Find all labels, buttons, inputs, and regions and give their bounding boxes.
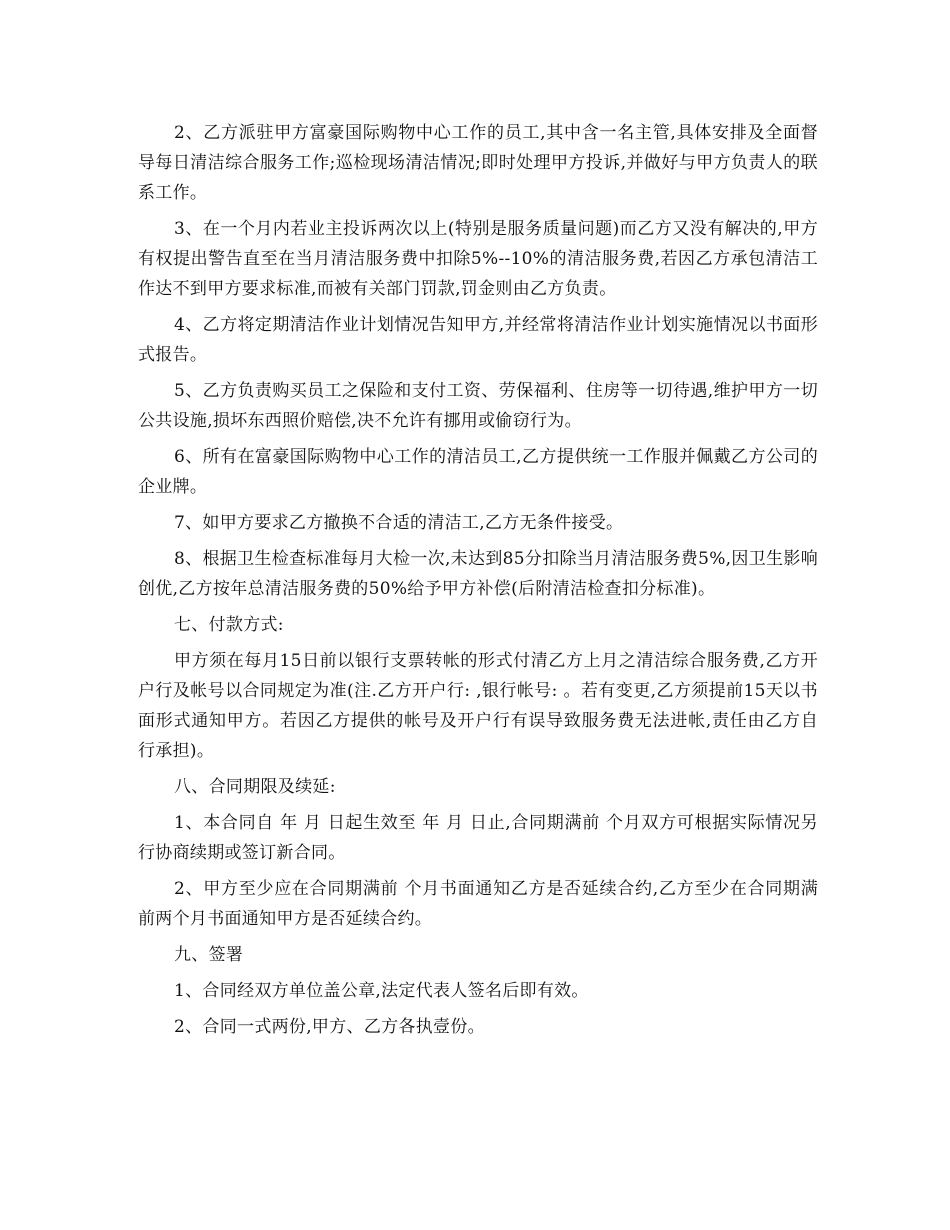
document-body [138, 118, 818, 1048]
clause-4-plan-report: 4、乙方将定期清洁作业计划情况告知甲方,并经常将清洁作业计划实施情况以书面形式报告。 [138, 315, 818, 365]
section-heading-payment: 七、付款方式: [174, 615, 284, 635]
clause-6-uniform: 6、所有在富豪国际购物中心工作的清洁员工,乙方提供统一工作服并佩戴乙方公司的企业牌。 [138, 447, 818, 497]
section-heading-signing: 九、签署 [174, 945, 244, 965]
clause-3-complaints: 3、在一个月内若业主投诉两次以上(特别是服务质量问题)而乙方又没有解决的,甲方有权提出警告直至在当月清洁服务费中扣除5%--10%的清洁服务费,若因乙方承包清洁工作达不到甲方要求标准,而被有关部门罚款,罚金则由乙方负责。 [138, 219, 818, 299]
term-clause-2: 2、甲方至少应在合同期满前 个月书面通知乙方是否延续合约,乙方至少在合同期满前两个月书面通知甲方是否延续合约。 [138, 879, 818, 929]
clause-2-staff: 2、乙方派驻甲方富豪国际购物中心工作的员工,其中含一名主管,具体安排及全面督导每日清洁综合服务工作;巡检现场清洁情况;即时处理甲方投诉,并做好与甲方负责人的联系工作。 [138, 123, 818, 203]
section-heading-term: 八、合同期限及续延: [174, 777, 336, 797]
clause-8-inspection: 8、根据卫生检查标准每月大检一次,未达到85分扣除当月清洁服务费5%,因卫生影响创优,乙方按年总清洁服务费的50%给予甲方补偿(后附清洁检查扣分标准)。 [138, 549, 818, 599]
signing-clause-1: 1、合同经双方单位盖公章,法定代表人签名后即有效。 [174, 981, 589, 1001]
clause-5-insurance: 5、乙方负责购买员工之保险和支付工资、劳保福利、住房等一切待遇,维护甲方一切公共设施,损坏东西照价赔偿,决不允许有挪用或偷窃行为。 [138, 381, 818, 431]
payment-terms: 甲方须在每月15日前以银行支票转帐的形式付清乙方上月之清洁综合服务费,乙方开户行及帐号以合同规定为准(注.乙方开户行: ,银行帐号: 。若有变更,乙方须提前15天以书面形式通知甲方。若因乙方提供的帐号及开户行有误导致服务费无法进帐,责任由乙方自行承担)。 [138, 651, 818, 761]
term-clause-1: 1、本合同自 年 月 日起生效至 年 月 日止,合同期满前 个月双方可根据实际情况另行协商续期或签订新合同。 [138, 813, 818, 863]
clause-7-replace-staff: 7、如甲方要求乙方撤换不合适的清洁工,乙方无条件接受。 [174, 513, 624, 533]
signing-clause-2: 2、合同一式两份,甲方、乙方各执壹份。 [174, 1017, 485, 1037]
